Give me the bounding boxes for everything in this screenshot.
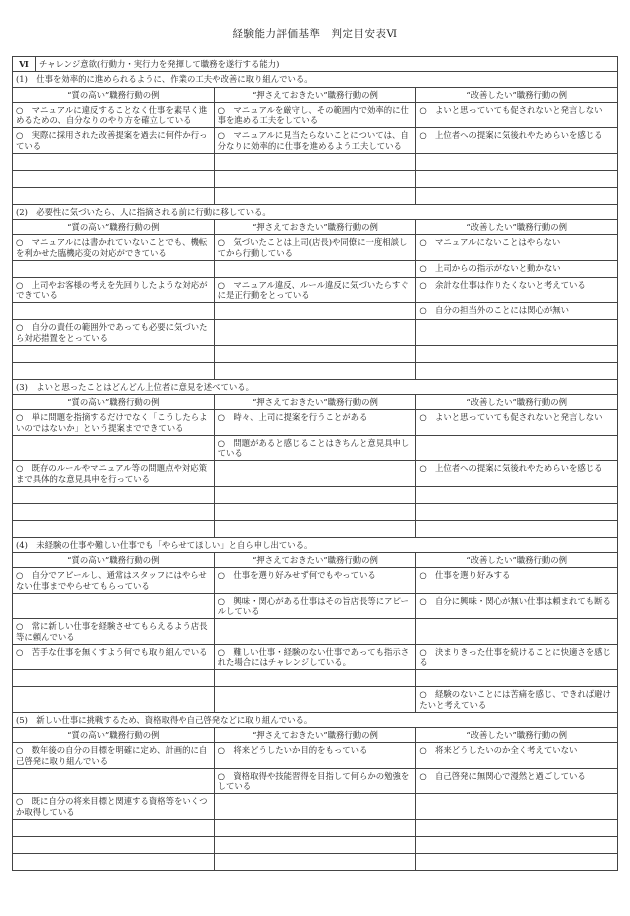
- table-row: [13, 593, 618, 619]
- behavior-example: ○ マニュアル違反、ルール違反に気づいたらすぐに是正行動をとっている: [214, 277, 416, 303]
- must-have-header: “押さえておきたい”職務行動の例: [214, 395, 416, 410]
- table-row: [13, 520, 618, 537]
- behavior-example: ○ 余計な仕事は作りたくないと考えている: [416, 277, 618, 303]
- empty-cell: [214, 503, 416, 520]
- behavior-example: ○ 興味・関心がある仕事はその旨店長等にアピールしている: [214, 593, 416, 619]
- empty-cell: [13, 593, 215, 619]
- table-row: [13, 260, 618, 277]
- empty-cell: [416, 670, 618, 687]
- empty-cell: [13, 345, 215, 362]
- empty-cell: [416, 345, 618, 362]
- empty-cell: [13, 768, 215, 794]
- table-row: [13, 187, 618, 204]
- behavior-example: ○ よいと思っていても促されないと発言しない: [416, 102, 618, 128]
- behavior-example: ○ 単に問題を指摘するだけでなく「こうしたらよいのではないか」という提案までできている: [13, 410, 215, 436]
- section-question-row: [13, 379, 618, 394]
- table-row: [13, 461, 618, 487]
- behavior-example: ○ マニュアルには書かれていないことでも、機転を利かせた臨機応変の対応ができている: [13, 235, 215, 261]
- behavior-example: ○ 決まりきった仕事を続けることに快適さを感じる: [416, 644, 618, 670]
- empty-cell: [416, 853, 618, 870]
- section-question: (3) よいと思ったことはどんどん上位者に意見を述べている。: [13, 379, 618, 394]
- section-question: (1) 仕事を効率的に進められるように、作業の工夫や改善に取り組んでいる。: [13, 72, 618, 87]
- behavior-example: ○ 問題があると感じることはきちんと意見具申している: [214, 435, 416, 461]
- column-header-row: [13, 395, 618, 410]
- empty-cell: [13, 670, 215, 687]
- section-question: (5) 新しい仕事に挑戦するため、資格取得や自己啓発などに取り組んでいる。: [13, 712, 618, 727]
- table-row: [13, 128, 618, 154]
- empty-cell: [214, 836, 416, 853]
- empty-cell: [416, 320, 618, 346]
- improvement-header: “改善したい”職務行動の例: [416, 553, 618, 568]
- behavior-example: ○ 時々、上司に提案を行うことがある: [214, 410, 416, 436]
- high-quality-header: “質の高い”職務行動の例: [13, 220, 215, 235]
- empty-cell: [416, 819, 618, 836]
- table-row: [13, 687, 618, 713]
- behavior-example: ○ 既に自分の将来目標と関連する資格等をいくつか取得している: [13, 794, 215, 820]
- table-row: [13, 670, 618, 687]
- sheet-header-row: [13, 57, 618, 72]
- high-quality-header: “質の高い”職務行動の例: [13, 395, 215, 410]
- section-question: (4) 未経験の仕事や難しい仕事でも「やらせてほしい」と自ら申し出ている。: [13, 537, 618, 552]
- improvement-header: “改善したい”職務行動の例: [416, 395, 618, 410]
- table-row: [13, 768, 618, 794]
- behavior-example: ○ マニュアルを厳守し、その範囲内で効率的に仕事を進める工夫をしている: [214, 102, 416, 128]
- table-row: [13, 568, 618, 594]
- column-header-row: [13, 220, 618, 235]
- behavior-example: ○ 実際に採用された改善提案を過去に何件か行っている: [13, 128, 215, 154]
- table-row: [13, 794, 618, 820]
- table-row: [13, 345, 618, 362]
- behavior-example: ○ 将来どうしたいのか全く考えていない: [416, 743, 618, 769]
- behavior-example: ○ 自分でアピールし、通常はスタッフにはやらせない仕事までやらせてもらっている: [13, 568, 215, 594]
- empty-cell: [13, 853, 215, 870]
- empty-cell: [214, 619, 416, 645]
- empty-cell: [214, 362, 416, 379]
- column-header-row: [13, 87, 618, 102]
- empty-cell: [13, 170, 215, 187]
- empty-cell: [13, 362, 215, 379]
- improvement-header: “改善したい”職務行動の例: [416, 728, 618, 743]
- sheet-header: [13, 57, 618, 72]
- table-row: [13, 235, 618, 261]
- behavior-example: ○ 上司やお客様の考えを先回りしたような対応ができている: [13, 277, 215, 303]
- category-title: チャレンジ意欲(行動力・実行力を発揮して職務を遂行する能力): [39, 59, 280, 69]
- empty-cell: [214, 153, 416, 170]
- table-row: [13, 836, 618, 853]
- behavior-example: ○ 将来どうしたいか目的をもっている: [214, 743, 416, 769]
- empty-cell: [13, 435, 215, 461]
- empty-cell: [214, 819, 416, 836]
- behavior-example: ○ マニュアルに違反することなく仕事を素早く進めるための、自分なりのやり方を確立している: [13, 102, 215, 128]
- behavior-example: ○ よいと思っていても促されないと発言しない: [416, 410, 618, 436]
- empty-cell: [416, 435, 618, 461]
- empty-cell: [13, 687, 215, 713]
- empty-cell: [214, 687, 416, 713]
- empty-cell: [214, 670, 416, 687]
- behavior-example: ○ 既存のルールやマニュアル等の問題点や対応策まで具体的な意見具申を行っている: [13, 461, 215, 487]
- behavior-example: ○ 自分の責任の範囲外であっても必要に気づいたら対応措置をとっている: [13, 320, 215, 346]
- empty-cell: [416, 170, 618, 187]
- empty-cell: [214, 486, 416, 503]
- must-have-header: “押さえておきたい”職務行動の例: [214, 728, 416, 743]
- table-row: [13, 277, 618, 303]
- improvement-header: “改善したい”職務行動の例: [416, 220, 618, 235]
- table-row: [13, 486, 618, 503]
- section-question-row: [13, 712, 618, 727]
- high-quality-header: “質の高い”職務行動の例: [13, 87, 215, 102]
- empty-cell: [214, 187, 416, 204]
- empty-cell: [13, 153, 215, 170]
- empty-cell: [416, 486, 618, 503]
- behavior-example: ○ 自分の担当外のことには関心が無い: [416, 303, 618, 320]
- table-row: [13, 619, 618, 645]
- empty-cell: [13, 503, 215, 520]
- must-have-header: “押さえておきたい”職務行動の例: [214, 220, 416, 235]
- empty-cell: [13, 187, 215, 204]
- must-have-header: “押さえておきたい”職務行動の例: [214, 553, 416, 568]
- empty-cell: [214, 461, 416, 487]
- empty-cell: [13, 303, 215, 320]
- table-row: [13, 153, 618, 170]
- table-row: [13, 410, 618, 436]
- empty-cell: [416, 362, 618, 379]
- table-row: [13, 102, 618, 128]
- table-row: [13, 362, 618, 379]
- empty-cell: [416, 520, 618, 537]
- behavior-example: ○ 自分に興味・関心が無い仕事は頼まれても断る: [416, 593, 618, 619]
- empty-cell: [13, 260, 215, 277]
- improvement-header: “改善したい”職務行動の例: [416, 87, 618, 102]
- section-question-row: [13, 537, 618, 552]
- behavior-example: ○ 苦手な仕事を無くすよう何でも取り組んでいる: [13, 644, 215, 670]
- behavior-example: ○ 常に新しい仕事を経験させてもらえるよう店長等に頼んでいる: [13, 619, 215, 645]
- column-header-row: [13, 553, 618, 568]
- behavior-example: ○ 資格取得や技能習得を目指して何らかの勉強をしている: [214, 768, 416, 794]
- section-question: (2) 必要性に気づいたら、人に指摘される前に行動に移している。: [13, 204, 618, 219]
- high-quality-header: “質の高い”職務行動の例: [13, 553, 215, 568]
- behavior-example: ○ 上司からの指示がないと動かない: [416, 260, 618, 277]
- behavior-example: ○ 経験のないことには苦痛を感じ、できれば避けたいと考えている: [416, 687, 618, 713]
- behavior-example: ○ 仕事を選り好みせず何でもやっている: [214, 568, 416, 594]
- high-quality-header: “質の高い”職務行動の例: [13, 728, 215, 743]
- empty-cell: [13, 486, 215, 503]
- must-have-header: “押さえておきたい”職務行動の例: [214, 87, 416, 102]
- category-number: Ⅵ: [13, 57, 36, 71]
- empty-cell: [13, 520, 215, 537]
- table-row: [13, 303, 618, 320]
- empty-cell: [416, 153, 618, 170]
- behavior-example: ○ 自己啓発に無関心で漫然と過ごしている: [416, 768, 618, 794]
- empty-cell: [214, 853, 416, 870]
- table-row: [13, 503, 618, 520]
- table-row: [13, 743, 618, 769]
- table-row: [13, 320, 618, 346]
- behavior-example: ○ 仕事を選り好みする: [416, 568, 618, 594]
- behavior-example: ○ 上位者への提案に気後れやためらいを感じる: [416, 128, 618, 154]
- empty-cell: [13, 819, 215, 836]
- empty-cell: [214, 170, 416, 187]
- behavior-example: ○ 難しい仕事・経験のない仕事であっても指示された場合にはチャレンジしている。: [214, 644, 416, 670]
- empty-cell: [416, 794, 618, 820]
- empty-cell: [214, 520, 416, 537]
- criteria-table: [12, 56, 618, 871]
- table-row: [13, 853, 618, 870]
- behavior-example: ○ マニュアルに見当たらないことについては、自分なりに効率的に仕事を進めるよう工夫している: [214, 128, 416, 154]
- table-row: [13, 435, 618, 461]
- behavior-example: ○ マニュアルにないことはやらない: [416, 235, 618, 261]
- empty-cell: [214, 320, 416, 346]
- section-question-row: [13, 204, 618, 219]
- empty-cell: [214, 345, 416, 362]
- behavior-example: ○ 数年後の自分の目標を明確に定め、計画的に自己啓発に取り組んでいる: [13, 743, 215, 769]
- empty-cell: [214, 303, 416, 320]
- empty-cell: [214, 260, 416, 277]
- empty-cell: [416, 619, 618, 645]
- behavior-example: ○ 気づいたことは上司(店長)や同僚に一度相談してから行動している: [214, 235, 416, 261]
- behavior-example: ○ 上位者への提案に気後れやためらいを感じる: [416, 461, 618, 487]
- table-row: [13, 644, 618, 670]
- table-row: [13, 170, 618, 187]
- empty-cell: [214, 794, 416, 820]
- column-header-row: [13, 728, 618, 743]
- table-row: [13, 819, 618, 836]
- empty-cell: [416, 187, 618, 204]
- section-question-row: [13, 72, 618, 87]
- empty-cell: [416, 836, 618, 853]
- evaluation-sheet: [12, 56, 618, 871]
- page-title: 経験能力評価基準 判定目安表Ⅵ: [232, 28, 398, 40]
- empty-cell: [416, 503, 618, 520]
- empty-cell: [13, 836, 215, 853]
